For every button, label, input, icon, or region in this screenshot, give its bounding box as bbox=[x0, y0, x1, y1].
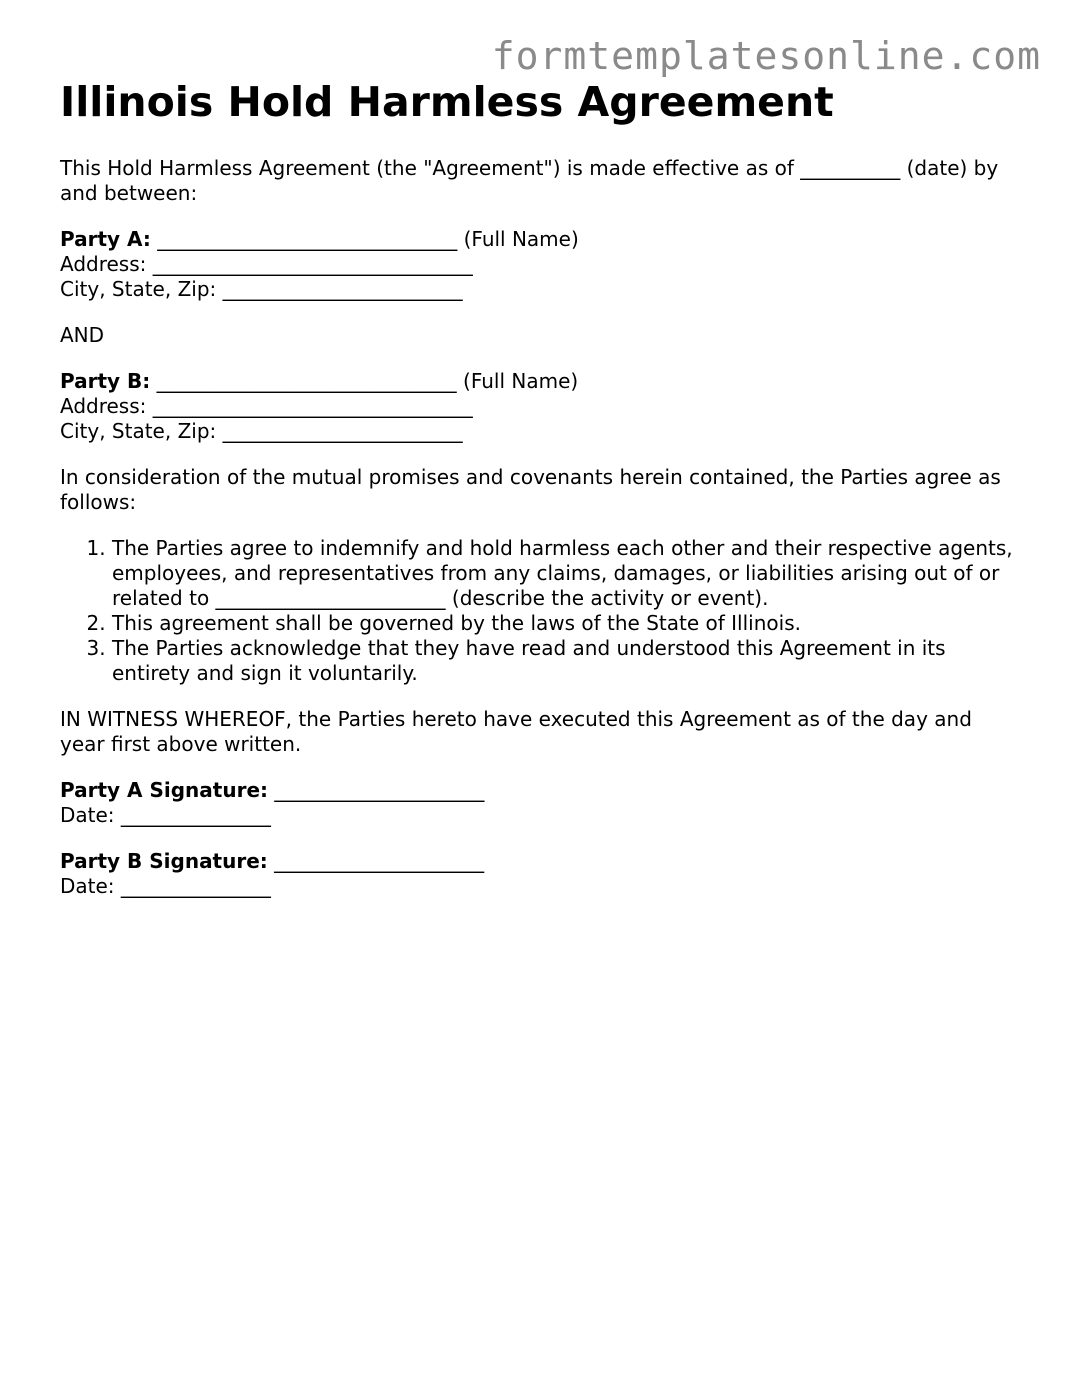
party-b-block bbox=[60, 369, 1020, 444]
party-b-signature-block bbox=[60, 849, 1020, 899]
term-item: 3. The Parties acknowledge that they have read and understood this Agreement in its entirety and sign it voluntarily. bbox=[112, 636, 1020, 686]
party-b-city-state-zip: City, State, Zip: ________________________ bbox=[60, 419, 463, 443]
party-b-name-field: ______________________________ (Full Name) bbox=[150, 369, 579, 393]
party-a-block bbox=[60, 227, 1020, 302]
document-page bbox=[60, 76, 1020, 920]
party-b-label: Party B: bbox=[60, 369, 151, 393]
term-item: 1. The Parties agree to indemnify and hold harmless each other and their respective agents, employees, and representatives from any claims, damages, or liabilities arising out of or related to _______________________ (describe the activity or event). bbox=[112, 536, 1020, 611]
party-a-label: Party A: bbox=[60, 227, 151, 251]
party-a-signature-field: _____________________ bbox=[268, 778, 485, 802]
party-b-signature-label: Party B Signature: bbox=[60, 849, 268, 873]
party-a-name-line bbox=[60, 227, 1020, 252]
party-a-signature-label: Party A Signature: bbox=[60, 778, 269, 802]
party-a-name-field: ______________________________ (Full Name) bbox=[150, 227, 579, 251]
term-item: 2. This agreement shall be governed by the laws of the State of Illinois. bbox=[112, 611, 1020, 636]
party-b-signature-date: Date: _______________ bbox=[60, 874, 271, 898]
document-title: Illinois Hold Harmless Agreement bbox=[60, 78, 834, 126]
watermark: formtemplatesonline.com bbox=[491, 34, 1041, 78]
party-a-city-state-zip: City, State, Zip: ________________________ bbox=[60, 277, 463, 301]
witness-paragraph: IN WITNESS WHEREOF, the Parties hereto have executed this Agreement as of the day and year first above written. bbox=[60, 707, 972, 756]
party-a-signature-block bbox=[60, 778, 1020, 828]
party-a-address: Address: ________________________________ bbox=[60, 252, 473, 276]
party-a-signature-line bbox=[60, 778, 1020, 803]
party-b-signature-field: _____________________ bbox=[267, 849, 485, 873]
intro-paragraph: This Hold Harmless Agreement (the "Agreement") is made effective as of __________ (date) by and between: bbox=[60, 156, 999, 205]
party-a-signature-date: Date: _______________ bbox=[60, 803, 271, 827]
party-b-signature-line bbox=[60, 849, 1020, 874]
party-b-name-line bbox=[60, 369, 1020, 394]
terms-list bbox=[60, 536, 1020, 686]
and-separator: AND bbox=[60, 323, 105, 347]
consideration-paragraph: In consideration of the mutual promises and covenants herein contained, the Parties agree as follows: bbox=[60, 465, 1001, 514]
party-b-address: Address: ________________________________ bbox=[60, 394, 473, 418]
